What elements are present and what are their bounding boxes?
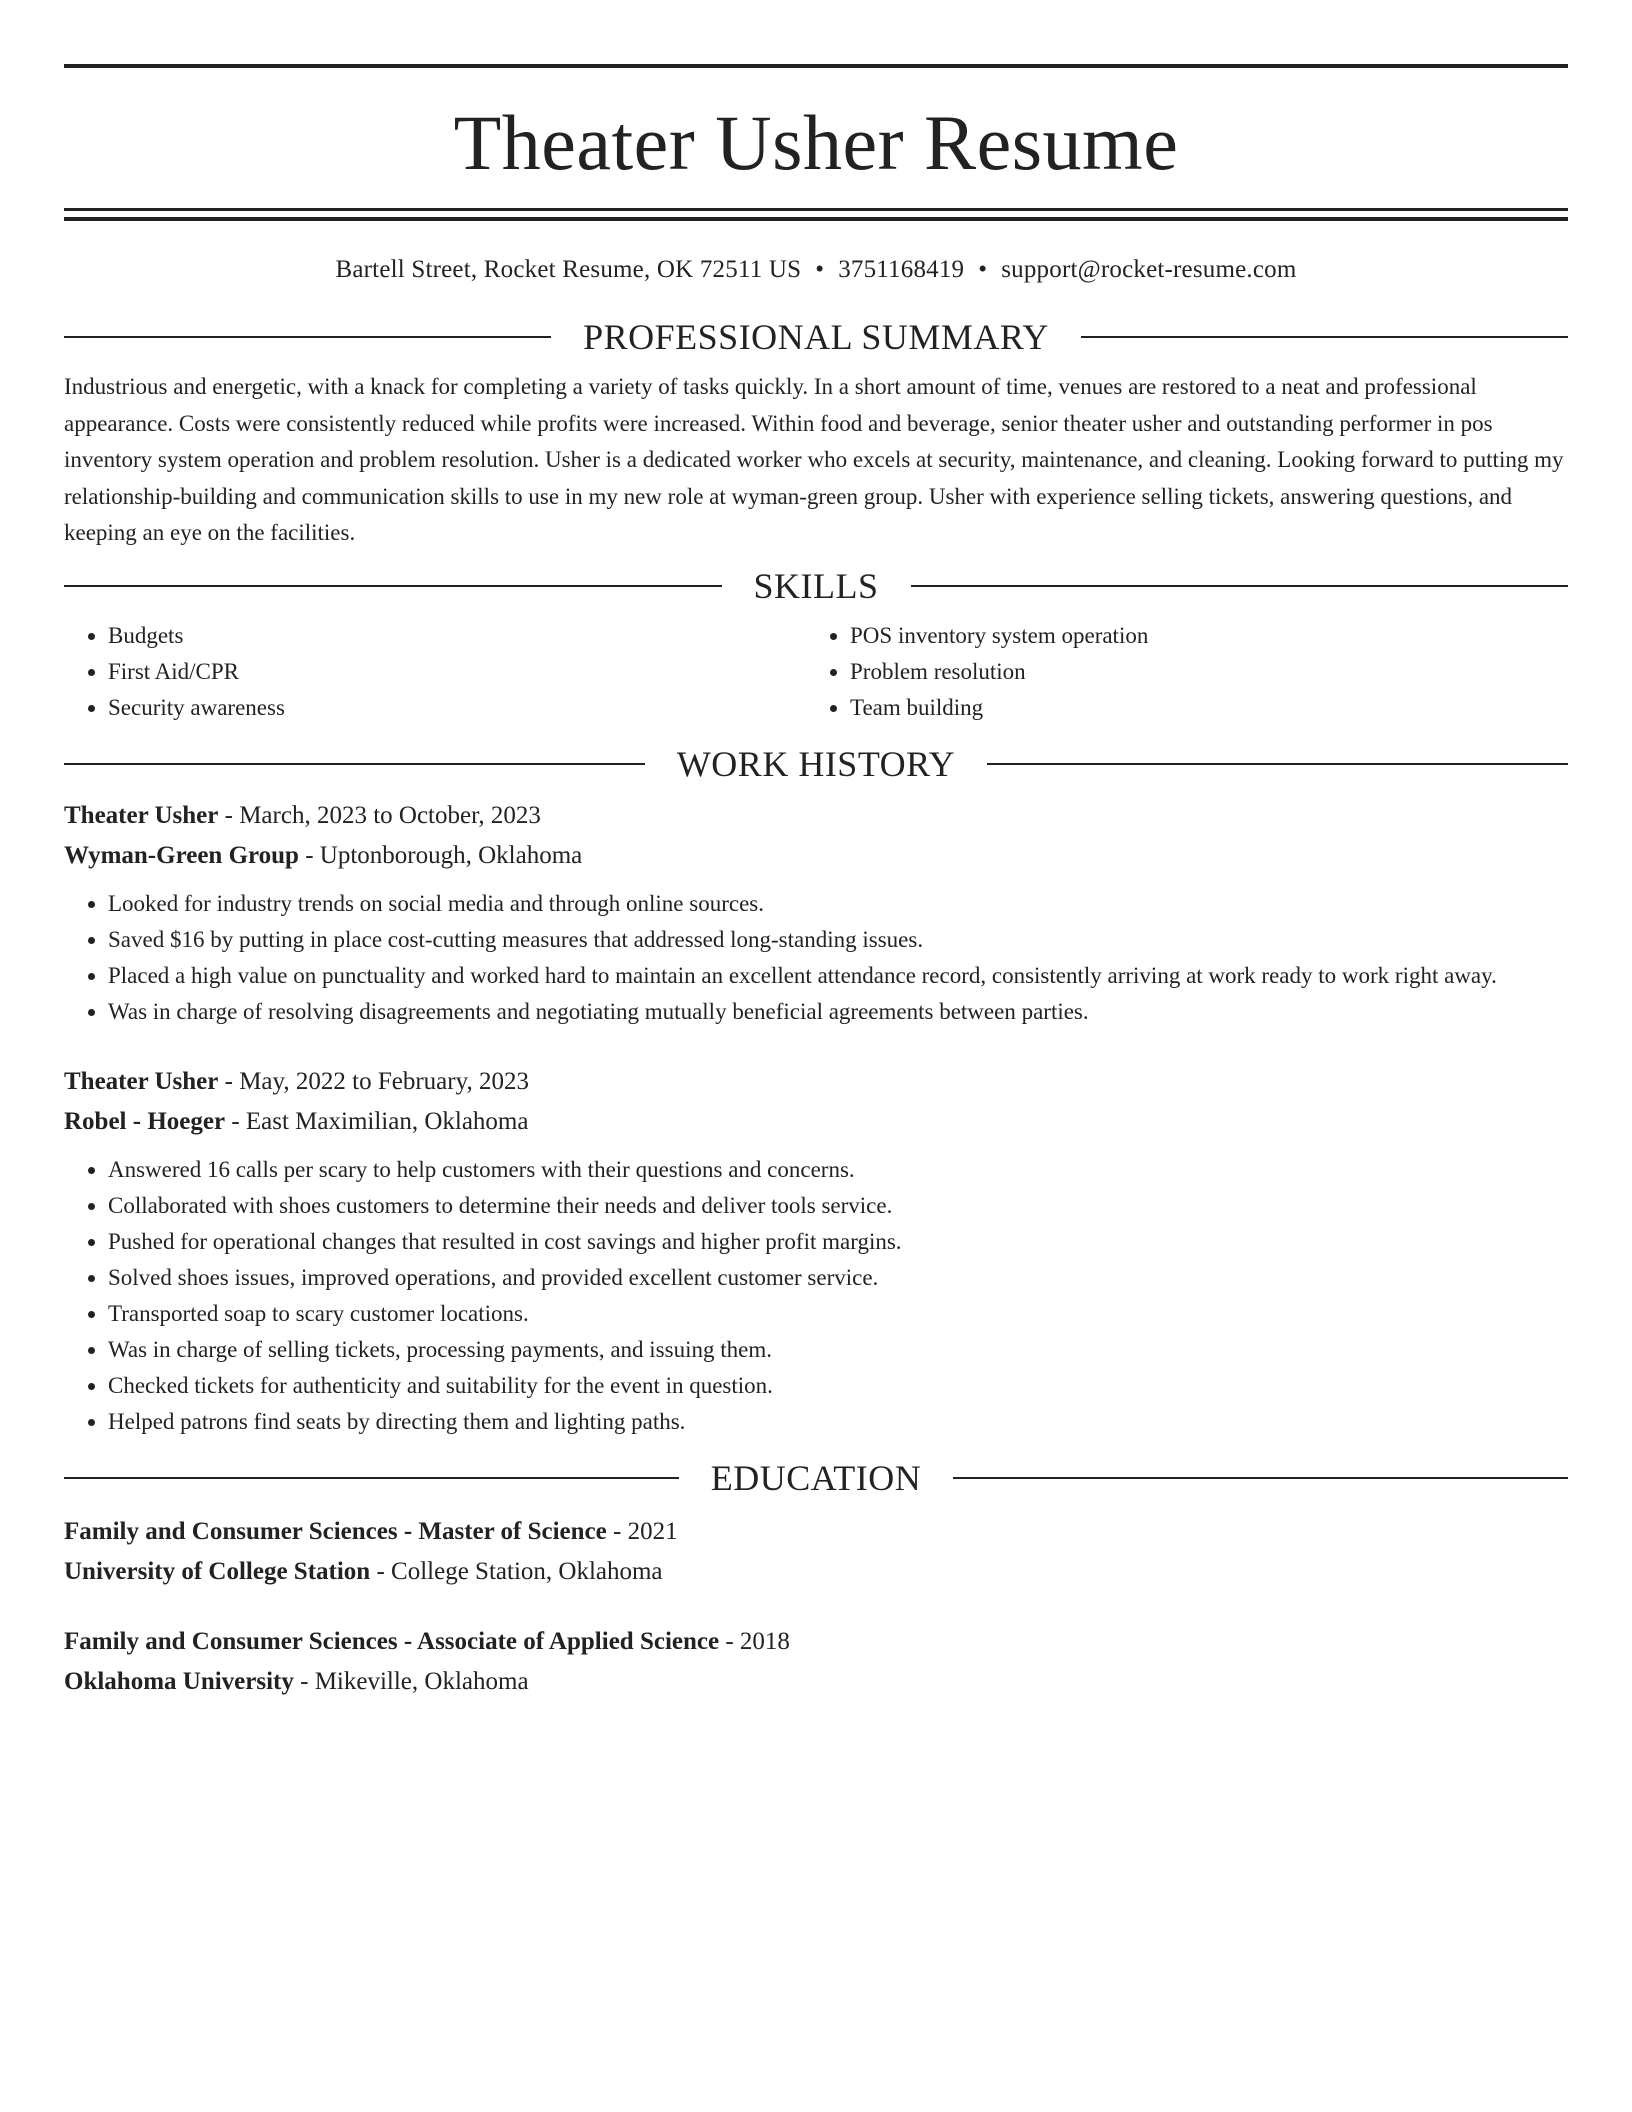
heading-rule-left — [64, 585, 722, 587]
degree-year: 2018 — [739, 1627, 790, 1655]
list-item: • Solved shoes issues, improved operations, and provided excellent customer service. — [108, 1260, 1568, 1296]
skill-item: • First Aid/CPR — [108, 654, 806, 690]
degree-line — [64, 1622, 1568, 1662]
heading-rule-left — [64, 763, 645, 765]
skill-item: • Budgets — [108, 618, 806, 654]
job-bullets — [64, 1152, 1568, 1440]
list-item: • Saved $16 by putting in place cost-cutting measures that addressed long-standing issues. — [108, 922, 1568, 958]
job-company-line — [64, 1102, 1568, 1142]
list-item: • Placed a high value on punctuality and worked hard to maintain an excellent attendance record, consistently arriving at work ready to work right away. — [108, 958, 1568, 994]
job-company-line — [64, 836, 1568, 876]
skills-heading-label: SKILLS — [753, 565, 879, 606]
skills-column-right — [806, 618, 1548, 726]
list-item: • Helped patrons find seats by directing them and lighting paths. — [108, 1404, 1568, 1440]
heading-rule-left — [64, 336, 551, 338]
list-item: • Checked tickets for authenticity and suitability for the event in question. — [108, 1368, 1568, 1404]
degree-line — [64, 1512, 1568, 1552]
school-name: Oklahoma University — [64, 1667, 294, 1695]
skill-item: • Security awareness — [108, 690, 806, 726]
header-double-rule — [64, 208, 1568, 221]
resume-page — [64, 64, 1568, 1702]
heading-rule-right — [953, 1477, 1568, 1479]
list-item: • Answered 16 calls per scary to help customers with their questions and concerns. — [108, 1152, 1568, 1188]
contact-separator: • — [815, 256, 825, 283]
contact-separator: • — [978, 256, 988, 283]
job-company: Robel - Hoeger — [64, 1107, 226, 1135]
school-line — [64, 1662, 1568, 1702]
list-item: • Collaborated with shoes customers to determine their needs and deliver tools service. — [108, 1188, 1568, 1224]
heading-rule-right — [1081, 336, 1568, 338]
contact-phone: 3751168419 — [838, 256, 965, 283]
list-item: • Was in charge of selling tickets, processing payments, and issuing them. — [108, 1332, 1568, 1368]
contact-line — [64, 255, 1568, 285]
list-item: • Was in charge of resolving disagreements and negotiating mutually beneficial agreements between parties. — [108, 994, 1568, 1030]
list-item: • Looked for industry trends on social media and through online sources. — [108, 886, 1568, 922]
heading-rule-left — [64, 1477, 679, 1479]
work-heading-label: WORK HISTORY — [676, 743, 956, 784]
dash: - — [218, 1067, 240, 1095]
job-bullets — [64, 886, 1568, 1030]
skills-list — [64, 618, 1568, 726]
skill-item: • Problem resolution — [850, 654, 1548, 690]
job-location: East Maximilian, Oklahoma — [245, 1107, 529, 1135]
job-company: Wyman-Green Group — [64, 841, 299, 869]
summary-heading-label: PROFESSIONAL SUMMARY — [583, 317, 1049, 357]
job-title: Theater Usher — [64, 801, 219, 829]
heading-rule-right — [987, 763, 1568, 765]
header-top-rule — [64, 64, 1568, 68]
education-heading-label: EDUCATION — [710, 1457, 922, 1498]
degree-name: Family and Consumer Sciences - Master of Science — [64, 1517, 607, 1545]
skills-column-left — [64, 618, 806, 726]
work-entry — [64, 796, 1568, 1030]
school-line — [64, 1552, 1568, 1592]
skills-section-heading — [64, 566, 1568, 606]
skill-item: • POS inventory system operation — [850, 618, 1548, 654]
dash: - — [293, 1667, 315, 1695]
job-dates: March, 2023 to October, 2023 — [239, 801, 541, 829]
job-title-line — [64, 1062, 1568, 1102]
contact-email: support@rocket-resume.com — [1001, 256, 1297, 283]
school-location: Mikeville, Oklahoma — [314, 1667, 529, 1695]
dash: - — [218, 801, 240, 829]
school-name: University of College Station — [64, 1557, 371, 1585]
job-location: Uptonborough, Oklahoma — [319, 841, 583, 869]
skill-item: • Team building — [850, 690, 1548, 726]
list-item: • Pushed for operational changes that resulted in cost savings and higher profit margins. — [108, 1224, 1568, 1260]
dash: - — [225, 1107, 246, 1135]
education-entry — [64, 1512, 1568, 1592]
summary-section-heading — [64, 317, 1568, 357]
job-title-line — [64, 796, 1568, 836]
school-location: College Station, Oklahoma — [391, 1557, 663, 1585]
contact-address: Bartell Street, Rocket Resume, OK 72511 US — [335, 256, 802, 283]
dash: - — [719, 1627, 740, 1655]
list-item: • Transported soap to scary customer locations. — [108, 1296, 1568, 1332]
heading-rule-right — [911, 585, 1569, 587]
dash: - — [370, 1557, 392, 1585]
work-entry — [64, 1062, 1568, 1440]
job-title: Theater Usher — [64, 1067, 219, 1095]
work-section-heading — [64, 744, 1568, 784]
education-section-heading — [64, 1458, 1568, 1498]
summary-paragraph: Industrious and energetic, with a knack for completing a variety of tasks quickly. In a short amount of time, venues are restored to a neat and professional appearance. Costs were consistently reduced while profits were increased. Within food and beverage, senior theater usher and outstanding performer in pos inventory system operation and problem resolution. Usher is a dedicated worker who excels at security, maintenance, and cleaning. Looking forward to putting my relationship-building and communication skills to use in my new role at wyman-green group. Usher with experience selling tickets, answering questions, and keeping an eye on the facilities. — [64, 374, 1564, 545]
education-entry — [64, 1622, 1568, 1702]
degree-year: 2021 — [627, 1517, 678, 1545]
dash: - — [298, 841, 320, 869]
job-dates: May, 2022 to February, 2023 — [239, 1067, 529, 1095]
dash: - — [606, 1517, 628, 1545]
degree-name: Family and Consumer Sciences - Associate of Applied Science — [64, 1627, 720, 1655]
resume-title: Theater Usher Resume — [453, 99, 1179, 186]
